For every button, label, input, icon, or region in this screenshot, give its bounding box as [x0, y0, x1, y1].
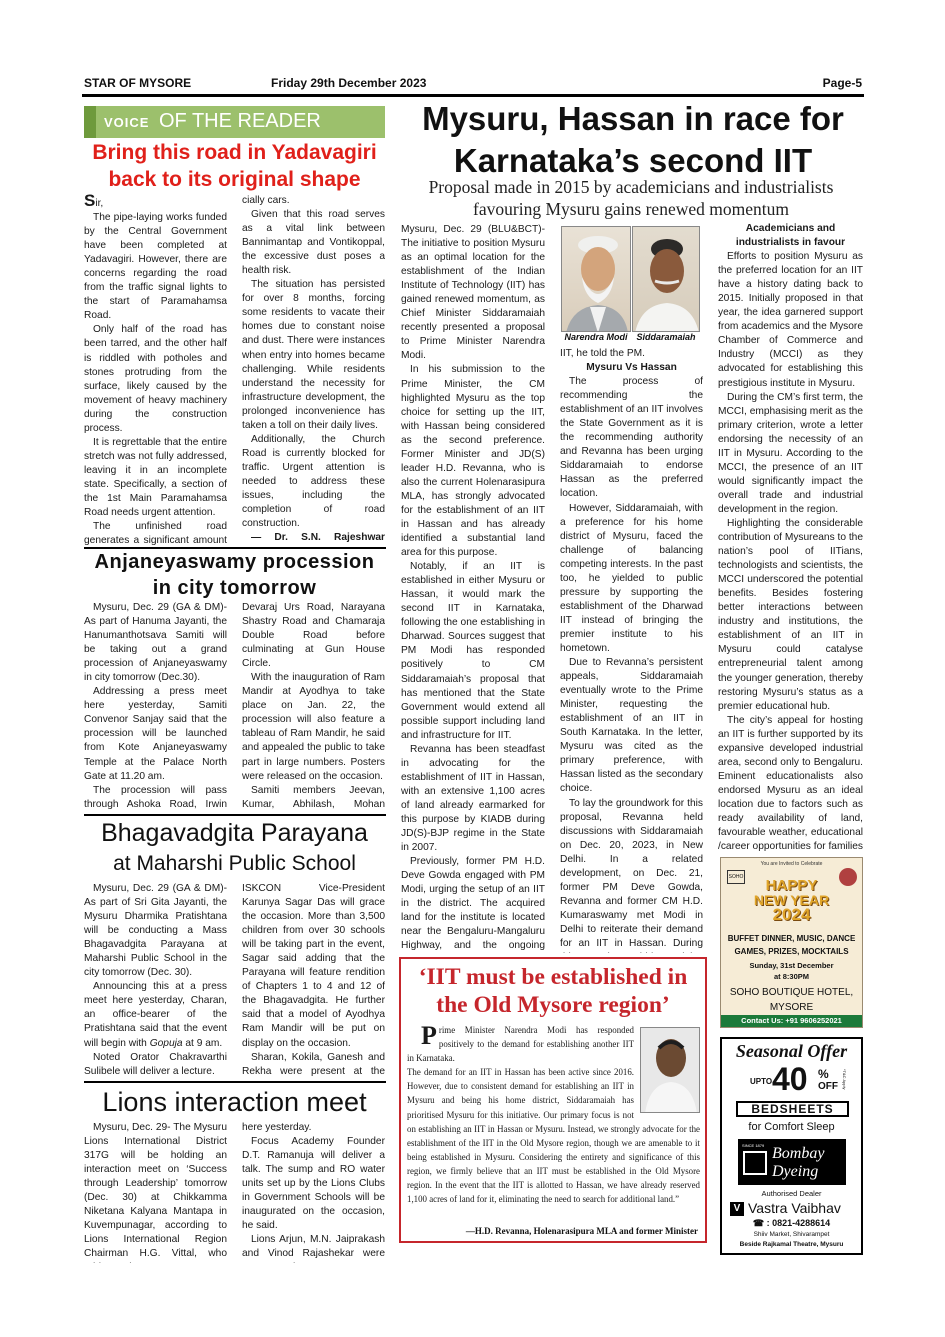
subhead-mysuru-vs-hassan: Mysuru Vs Hassan [586, 362, 677, 374]
quote-body: Prime Minister Narendra Modi has responded positively to the demand for establishing another IIT in Karnataka. The demand for an IIT in Hassan has been active since 2016. However, due to consistent demand for establishing an IIT in Mysuru and being his home district, Siddaramaiah has prioritised Mysuru for this initiative. Our primary focus is not on establishing an IIT in Hassan or Mysuru. Instead, we strongly advocate for the establishment of the IIT in the Old Mysore region, though we are amenable to it being established in Mysuru. Considering the entirety and significance of this region, we firmly believe that an IIT must be established in the Old Mysore region. In the event that the IIT is allotted to Hassan, we have already reserved 1,100 acres of land for it, eliminating the need to search for additional land.” [407, 1023, 700, 1205]
caption-modi: Narendra Modi [564, 332, 628, 342]
gita-column-1: Mysuru, Dec. 29 (GA & DM)- As part of Sri Gita Jayanti, the Mysuru Dharmika Pratishtana will be conducting a Mass Bhagavadgita Parayana at Maharshi Public School in the city tomorrow (Dec. 30). Announcing this at a press meet here yesterday, Charan, an office-bearer of the Pratishtana said that the event will begin with Gopuja at 9 am. Noted Orator Chakravarthi Sulibele will deliver a lecture. [84, 883, 227, 1077]
gita-headline: Bhagavadgita Parayana at Maharshi Public School [101, 819, 368, 875]
lions-column-1: Mysuru, Dec. 29- The Mysuru Lions International District 317G will be holding an interaction meet on ‘Success through Leadership’ tomorrow (Dec. 30) at Chikkamma Niketana Kalyana Mantapa in Kuvempunagar, according to Lions International Region Chairman H.G. Vittal, who [84, 1122, 227, 1260]
divider [84, 814, 386, 816]
divider [84, 1081, 386, 1083]
caption-siddaramaiah: Siddaramaiah [636, 332, 696, 342]
quote-box [399, 957, 707, 1243]
gita-column-2: ISKCON Vice-President Karunya Sagar Das will grace the occasion. More than 3,500 children from over 30 schools will be taking part in the event, Sagar said adding that the Parayana will feature rendition of Chapters 1 to 4 and 12 of the Bhagavadgita. He further said that a model of Ayodhya Ram Mandir will be put on display on the occasion. Sharan, Kokila, Ganesh and Rekha were present at the [242, 883, 385, 1077]
lions-headline: Lions interaction meet [102, 1087, 367, 1117]
soho-logo: SOHO [727, 870, 745, 884]
masthead [84, 76, 862, 94]
iit-column-1: Mysuru, Dec. 29 (BLU&BCT)- The initiative to position Mysuru as an optimal location for the establishment of the Indian Institute of Technology (IIT) has gained renewed momentum, as Chief Minister Siddaramaiah recently presented a proposal to Prime Minister Narendra Modi. In his submission to the Prime Minister, the CM highlighted Mysuru as the top choice for setting up the IIT, with Hassan being considered as the second preference. Former Minister and JD(S) leader H.D. Revanna, who is also the current Holenarasipura MLA, has strongly advocated for the establishment of an IIT in Hassan and has already identified a substantial land area for this purpose. Notably, if an IIT is established in either Mysuru or Hassan, it would mark the second IIT in Karnataka, following the one establishing in Dharwad. Sources suggest that PM Modi has responded positively to CM Siddaramaiah’s proposal that has mentioned that the State Government would extend all possible support including land and infrastructure for IIT. Revanna has been steadfast in advocating for the establishment of IIT in Hassan, with an extensive 1,100 acres of land already earmarked for this purpose by KIADB during JD(S)-BJP regime in the State in 2007. Previously, former PM H.D. Deve Gowda engaged with PM Modi, urging the setup of an IIT in the district. The acquired land for the institute is located near the Bengaluru-Mangaluru Highway, and the ongoing [401, 224, 545, 952]
voice-tag-rest: OF THE READER [159, 110, 321, 132]
voice-banner [84, 106, 385, 138]
voice-headline: Bring this road in Yadavagiri back to its original shape [92, 141, 377, 191]
voice-tag-bold: VOICE [104, 115, 150, 130]
iit-column-3: Academicians and industrialists in favour Efforts to position Mysuru as the preferred location for an IIT have a history dating back to 2015. Initially proposed in that year, the idea garnered support from academics and the Mysore Chamber of Commerce and Industry (MCCI) as they advocated for establishing this prestigious institute in Mysuru. During the CM’s first term, the MCCI, emphasising merit as the primary criterion, wrote a letter endorsing the necessity of an IIT in Mysuru. According to the MCCI, the presence of an IIT would significantly impact the overall trade and industrial development in the region. Highlighting the considerable contribution of Mysureans to the nation’s pool of IITians, technologists and scientists, the MCCI underscored the potential benefits. Besides fostering better interactions between industry and institutions, the establishment of an IIT in Mysuru could catalyse entrepreneurial talent among the younger generation, thereby restoring Mysuru’s status as a premier educational hub. The city’s appeal for hosting an IIT is further supported by its expansive developed industrial area, second only to Bengaluru. Eminent educationalists also endorsed Mysuru as an ideal location due to factors such as ready availability of land, favourable weather, educational /career opportunities for families [718, 223, 863, 853]
quote-dropcap: P [421, 1023, 437, 1050]
iit-column-2: IIT, he told the PM. Mysuru Vs Hassan The process of recommending the establishment of an IIT involves the State Government as it is the recommending authority and Revanna has been urging Siddaramaiah to endorse Hassan as the preferred location. However, Siddaramaiah, with a preference for his home district of Mysuru, faced the challenge of balancing competing interests. In the past too, he yielded to public pressure by supporting the establishment of the Dharwad IIT instead of bringing the premier institute to his hometown. Due to Revanna’s persistent appeals, Siddaramaiah eventually wrote to the Prime Minister, requesting the establishment of an IIT in South Karnataka. In the letter, Mysuru was cited as the primary preference, with Hassan listed as the secondary choice. To lay the groundwork for this proposal, Revanna held discussions with Siddaramaiah on Dec. 20, 2023, in New Delhi. In a related development, on Dec. 21, former PM Deve Gowda, Revanna and former CM H.D. Kumaraswamy met Modi in Delhi to reiterate their demand for an IIT in Hassan. During [560, 348, 703, 949]
iit-headline: Mysuru, Hassan in race for Karnataka’s second IIT [422, 100, 844, 179]
ad-seasonal-offer: Seasonal Offer UPTO 40 % OFF *T&C Apply BEDSHEETS for Comfort Sleep SINCE 1879 Bombay Dyeing Authorised Dealer V Vastra Vaibhav ☎ : 0821-4288614 Shiiv Market, Shivarampet Beside Rajkamal Theatre, Mysuru [720, 1037, 863, 1255]
bombay-dyeing-logo: SINCE 1879 Bombay Dyeing [738, 1139, 846, 1185]
subhead-academicians: Academicians and [745, 223, 836, 234]
issue-date: Friday 29th December 2023 [271, 76, 427, 90]
masthead-rule [82, 94, 864, 97]
lions-column-2: here yesterday. Focus Academy Founder D.T. Ramanuja will deliver a talk. The sump and RO water units set up by the Lions Clubs in Government Schools will be inaugurated on the occasion, he said. Lions Arjun, M.N. Jaiprakash and Vinod Rajashekar were [242, 1122, 385, 1260]
voice-salutation: Sir, [84, 194, 104, 210]
paper-name: STAR OF MYSORE [84, 76, 192, 90]
voice-signature: — Dr. S.N. Rajeshwar [251, 532, 385, 544]
voice-column-1: Sir, The pipe-laying works funded by the Central Government have been completed at Yadavagiri. However, there are concerns regarding the road from the traffic signal lights to the start of Paramahamsa Road. Only half of the road has been tarred, and the other half is riddled with potholes and stones protruding from the surface, likely caused by the movement of heavy machinery during the construction process. It is regrettable that the entire stretch was not fully addressed, leaving it in an incomplete state. Specifically, a section of the 1st Main Paramahamsa Road needs urgent attention. The unfinished road generates a significant amount [84, 194, 227, 546]
bedsheets-banner: BEDSHEETS [736, 1101, 849, 1117]
quote-headline: ‘IIT must be established in the Old Mysore region’ [418, 964, 688, 1018]
anjaneya-column-2: Devaraj Urs Road, Narayana Shastry Road and Chamaraja Double Road before culminating at Gun House Circle. With the inauguration of Ram Mandir at Ayodhya to take place on Jan. 22, the procession will also feature a tableau of Ram Mandir, he said and appealed the public to take part in large numbers. Posters were released on the occasion. Samiti members Jeevan, Kumar, Abhilash, Mohan [242, 602, 385, 810]
ad-contact-bar: Contact Us: +91 9606252021 [721, 1015, 862, 1027]
page-number: Page-5 [822, 76, 862, 90]
voice-column-2: cially cars. Given that this road serves as a vital link between Bannimantap and Vontikoppal, the excessive dust poses a health risk. The situation has persisted for over 8 months, forcing some residents to vacate their homes due to constant noise and dust. There were instances when entry into homes became challenging. While residents understand the necessity for infrastructure development, the prolonged inconvenience has taken a toll on their daily lives. Additionally, the Church Road is currently blocked for traffic. Urgent attention is needed to address these issues, including the completion of road construction. — Dr. S.N. Rajeshwar [242, 194, 385, 546]
vastra-logo-icon: V [730, 1202, 744, 1216]
photo-narendra-modi [561, 226, 631, 332]
anjaneya-headline: Anjaneyaswamy procession in city tomorrow [94, 551, 375, 599]
photo-siddaramaiah [632, 226, 700, 332]
quote-attribution: —H.D. Revanna, Holenarasipura MLA and former Minister [465, 1226, 698, 1236]
photo-hd-revanna [640, 1027, 700, 1113]
bd-monogram-icon [743, 1151, 767, 1175]
iit-deck: Proposal made in 2015 by academicians and industrialists favouring Mysuru gains renewed momentum [428, 177, 834, 219]
ad-new-year: You are Invited to Celebrate SOHO HAPPY NEW YEAR 2024 BUFFET DINNER, MUSIC, DANCE GAMES, PRIZES, MOCKTAILS Sunday, 31st December at 8:30PM SOHO BOUTIQUE HOTEL, MYSORE Contact Us: +91 9606252021 [720, 857, 863, 1028]
anjaneya-column-1: Mysuru, Dec. 29 (GA & DM)- As part of Hanuma Jayanti, the Hanumanthotsava Samiti will be taking out a grand procession of Anjaneyaswamy in city tomorrow (Dec.30). Addressing a press meet here yesterday, Samiti Convenor Sanjay said that the procession will be launched from Kote Anjaneyaswamy Temple at the Palace North Gate at 11.20 am. The procession will pass through Ashoka Road, Irwin [84, 602, 227, 810]
